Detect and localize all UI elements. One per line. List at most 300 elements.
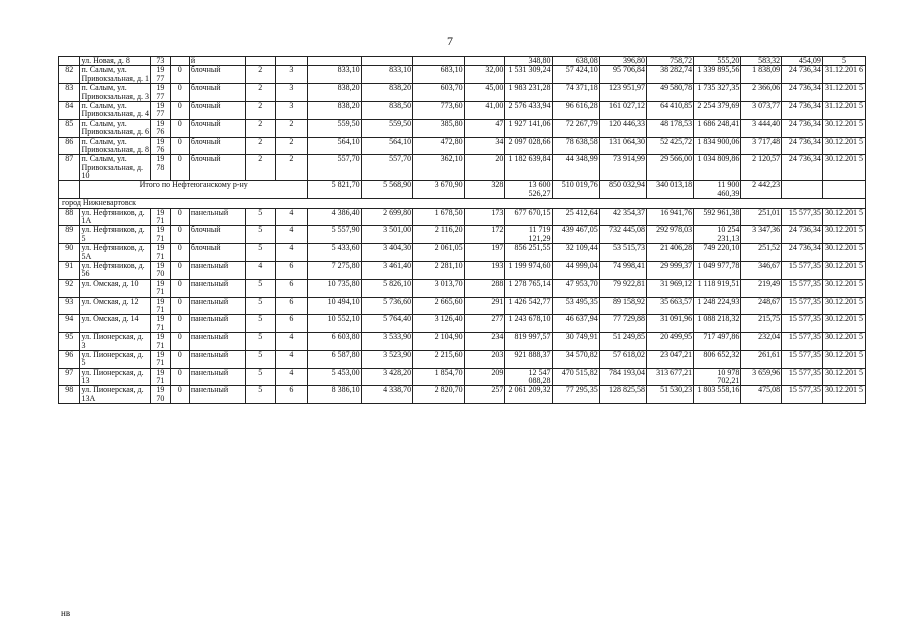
table-cell: 30.12.201 5 [822,368,865,386]
table-cell: блочный [189,101,245,119]
table-cell: 806 652,32 [694,350,741,368]
table-cell: 0 [170,279,189,297]
table-cell: 128 825,58 [599,386,646,404]
table-cell: 5 [245,208,275,226]
table-cell: 30.12.201 5 [822,315,865,333]
table-cell: 20 499,95 [646,333,693,351]
table-cell: 2 [245,84,275,102]
subtotal-cell: 11 900 460,39 [694,181,741,199]
table-cell: 15 577,35 [782,208,823,226]
table-cell: 47 [464,119,505,137]
table-cell: 29 566,00 [646,155,693,181]
table-cell [59,181,80,199]
table-cell: 15 577,35 [782,261,823,279]
table-cell: 34 570,82 [552,350,599,368]
table-cell: 0 [170,137,189,155]
table-cell: 1 927 141,06 [505,119,552,137]
table-cell: 6 [275,386,307,404]
table-cell: 4 [275,368,307,386]
table-cell: ул. Пионерская, д. 13 [80,368,151,386]
table-cell: 19 71 [151,368,170,386]
table-cell: 6 [275,261,307,279]
table-cell: 219,49 [741,279,782,297]
table-cell: 3 428,20 [361,368,413,386]
table-cell: 385,80 [413,119,465,137]
table-cell: п. Салым, ул. Привокзальная, д. 1 [81,65,150,83]
table-cell: 2 699,80 [361,208,413,226]
table-cell: 19 71 [151,297,170,315]
table-row [59,279,866,297]
table-cell: 3 013,70 [413,279,465,297]
table-cell: 1 678,50 [413,208,465,226]
table-cell: 88 [59,208,80,226]
table-cell: 19 78 [151,155,170,181]
table-cell [275,57,307,66]
table-cell: 10 735,80 [307,279,361,297]
table-cell: 19 71 [151,279,170,297]
table-cell: 3 444,40 [741,119,782,137]
table-cell: 0 [170,244,189,262]
table-cell: 45,00 [464,84,505,102]
table-cell: 30.12.201 5 [822,208,865,226]
table-row [59,57,866,66]
table-cell: 19 76 [151,119,170,137]
table-cell: 2 [275,137,307,155]
table-row [59,386,866,404]
table-cell: 292 978,03 [646,226,693,244]
table-cell: 193 [464,261,505,279]
table-cell: 234 [464,333,505,351]
subtotal-label: Итого по Нефтеюганскому р-ну [80,181,307,199]
table-cell: 1 803 558,16 [694,386,741,404]
table-cell: 78 638,58 [552,137,599,155]
table-cell: 89 [59,226,80,244]
table-row [59,137,866,155]
table-cell: 31 091,96 [646,315,693,333]
table-cell: 838,50 [361,101,413,119]
table-cell: 93 [59,297,80,315]
table-cell: 5 [245,333,275,351]
table-cell: 3 [275,101,307,119]
table-cell: 0 [170,333,189,351]
table-cell: 3 717,48 [741,137,782,155]
table-cell: 5 [245,244,275,262]
table-cell: 24 736,34 [782,226,823,244]
table-cell: ул. Омская, д. 14 [80,315,151,333]
table-row [59,66,866,84]
table-cell: 24 736,34 [782,155,823,181]
table-cell: 19 70 [151,386,170,404]
table-cell: 784 193,04 [599,368,646,386]
table-cell: 2 665,60 [413,297,465,315]
table-cell: п. Салым, ул. Привокзальная, д. 3 [81,83,150,101]
table-cell: 73 [151,57,170,66]
table-cell: 10 494,10 [307,297,361,315]
table-cell: 717 497,86 [694,333,741,351]
table-cell: 35 663,57 [646,297,693,315]
subtotal-cell: 510 019,76 [552,181,599,199]
table-cell: 3 523,90 [361,350,413,368]
section-label: город Нижневартовск [59,199,866,208]
subtotal-cell: 13 600 526,27 [505,181,552,199]
table-cell: 19 77 [151,84,170,102]
table-cell: 261,61 [741,350,782,368]
table-cell: 95 706,84 [599,66,646,84]
table-cell: 348,80 [505,57,552,66]
table-cell: 197 [464,244,505,262]
table-cell: 30 749,91 [552,333,599,351]
subtotal-row [59,181,866,199]
table-cell: 4 386,40 [307,208,361,226]
table-cell: 2 061 209,32 [505,386,552,404]
table-cell: 2 254 379,69 [694,101,741,119]
table-cell: 32 109,44 [552,244,599,262]
table-row [59,350,866,368]
table-row [59,333,866,351]
table-cell: 4 [275,226,307,244]
table-cell: 77 729,88 [599,315,646,333]
table-cell: 4 [245,261,275,279]
table-cell: 30.12.201 5 [822,386,865,404]
table-cell: 57 424,10 [552,66,599,84]
table-cell: 87 [59,155,80,181]
table-cell: 1 735 327,35 [694,84,741,102]
page-mark: нв [61,608,71,618]
subtotal-cell: 5 568,90 [361,181,413,199]
table-cell: 0 [170,66,189,84]
table-cell: 732 445,08 [599,226,646,244]
table-cell: 5 557,90 [307,226,361,244]
table-cell: 30.12.201 5 [822,261,865,279]
table-cell [307,57,361,66]
table-cell: 5 [245,368,275,386]
table-cell: 19 70 [151,261,170,279]
table-cell: 8 386,10 [307,386,361,404]
table-cell: ул. Пионерская, д. 5 [80,350,151,368]
table-cell: 638,08 [552,57,599,66]
table-cell: 31.12.201 6 [822,66,865,84]
table-cell: блочный [189,119,245,137]
table-cell: 2 061,05 [413,244,465,262]
table-cell: 559,50 [307,119,361,137]
table-row [59,315,866,333]
table-cell: 5 736,60 [361,297,413,315]
table-cell: 1 248 224,93 [694,297,741,315]
table-cell: 3 404,30 [361,244,413,262]
table-cell: 30.12.201 5 [822,297,865,315]
table-cell: 15 577,35 [782,333,823,351]
table-cell: 96 616,28 [552,101,599,119]
table-cell: панельный [189,350,245,368]
table-cell: 15 577,35 [782,368,823,386]
table-cell: 51 530,23 [646,386,693,404]
table-cell: 856 251,55 [505,244,552,262]
table-cell: 472,80 [413,137,465,155]
table-cell: 833,10 [307,66,361,84]
table-cell: 24 736,34 [782,137,823,155]
table-cell: блочный [189,66,245,84]
table-cell: 15 577,35 [782,315,823,333]
table-cell: 57 618,02 [599,350,646,368]
table-cell: 396,80 [599,57,646,66]
table-cell: 0 [170,261,189,279]
table-cell: 257 [464,386,505,404]
table-cell: 3 347,36 [741,226,782,244]
table-cell: 583,32 [741,57,782,66]
table-cell [170,57,189,66]
table-cell: 346,67 [741,261,782,279]
table-cell: 5 [245,279,275,297]
table-cell: 288 [464,279,505,297]
table-cell: 5 [245,297,275,315]
table-cell: п. Салым, ул. Привокзальная, д. 6 [81,119,150,137]
table-cell: блочный [189,244,245,262]
table-cell: 749 220,10 [694,244,741,262]
table-cell: 10 254 231,13 [694,226,741,244]
table-cell: 44 999,04 [552,261,599,279]
table-cell: 24 736,34 [782,101,823,119]
table-cell: 6 [275,315,307,333]
table-cell: 838,20 [307,101,361,119]
table-cell: 1 088 218,32 [694,315,741,333]
table-cell: 838,20 [307,84,361,102]
table-cell: 79 922,81 [599,279,646,297]
table-cell: 2 [245,101,275,119]
table-cell: 564,10 [307,137,361,155]
table-cell: 53 495,35 [552,297,599,315]
table-row [59,155,866,181]
table-cell: 592 961,38 [694,208,741,226]
table-cell: 10 552,10 [307,315,361,333]
table-cell: п. Салым, ул. Привокзальная, д. 4 [81,101,150,119]
table-row [59,101,866,119]
table-cell: 0 [170,386,189,404]
table-cell: 48 178,53 [646,119,693,137]
table-cell: 251,01 [741,208,782,226]
table-cell: 248,67 [741,297,782,315]
subtotal-cell: 850 032,94 [599,181,646,199]
table-row [59,368,866,386]
table-cell: панельный [189,386,245,404]
table-cell: блочный [189,84,245,102]
table-cell: 97 [59,368,80,386]
table-cell: 5 [245,350,275,368]
table-cell: 123 951,97 [599,84,646,102]
table-cell: блочный [189,155,245,181]
table-cell: 41,00 [464,101,505,119]
table-cell: 819 997,57 [505,333,552,351]
table-cell: 475,08 [741,386,782,404]
table-cell: 24 736,34 [782,244,823,262]
table-cell: 277 [464,315,505,333]
table-cell [464,57,505,66]
table-cell: 555,20 [694,57,741,66]
table-cell: 12 547 088,28 [505,368,552,386]
table-cell: 1 199 974,60 [505,261,552,279]
table-cell: 32,00 [464,66,505,84]
table-cell: 6 603,80 [307,333,361,351]
table-cell: 470 515,82 [552,368,599,386]
table-cell: 3 501,00 [361,226,413,244]
table-cell: ул. Пионерская, д. 3 [80,333,151,351]
table-cell: 203 [464,350,505,368]
table-cell: 362,10 [413,155,465,181]
subtotal-cell: 3 670,90 [413,181,465,199]
table-cell: 98 [59,386,80,404]
table-cell: 2 366,06 [741,84,782,102]
table-cell: 0 [170,297,189,315]
table-cell: 74 998,41 [599,261,646,279]
table-cell: ул. Новая, д. 8 [80,57,151,66]
table-cell: 5 826,10 [361,279,413,297]
table-cell: 19 71 [151,208,170,226]
table-cell: 38 282,74 [646,66,693,84]
table-cell: 86 [59,137,80,155]
table-cell: 89 158,92 [599,297,646,315]
table-cell: 2 281,10 [413,261,465,279]
table-cell: 31 969,12 [646,279,693,297]
table-cell: 1 834 900,06 [694,137,741,155]
table-cell: 313 677,21 [646,368,693,386]
table-cell: 4 [275,244,307,262]
table-cell: 3 461,40 [361,261,413,279]
table-cell: ул. Омская, д. 10 [80,279,151,297]
table-cell: 77 295,35 [552,386,599,404]
table-row [59,297,866,315]
table-cell: 1 049 977,78 [694,261,741,279]
table-cell: 31.12.201 5 [822,101,865,119]
table-cell: 120 446,33 [599,119,646,137]
table-cell: 85 [59,119,80,137]
table-cell: 15 577,35 [782,350,823,368]
table-cell: 20 [464,155,505,181]
table-cell: 0 [170,315,189,333]
table-cell: 7 275,80 [307,261,361,279]
table-cell: 0 [170,155,189,181]
table-cell: 2 [245,66,275,84]
table-cell: 172 [464,226,505,244]
table-cell: 232,04 [741,333,782,351]
table-cell: 3 [275,84,307,102]
page-number: 7 [447,34,453,48]
table-cell: 4 338,70 [361,386,413,404]
table-cell: 2 [245,119,275,137]
table-row [59,226,866,244]
table-cell: 0 [170,208,189,226]
table-cell: п. Салым, ул. Привокзальная, д. 10 [80,155,151,181]
table-cell: 5 453,00 [307,368,361,386]
table-cell: 6 [275,297,307,315]
table-cell: 11 719 121,29 [505,226,552,244]
table-cell: 30.12.201 5 [822,226,865,244]
table-cell: 2 116,20 [413,226,465,244]
table-cell: 161 027,12 [599,101,646,119]
table-cell: 1 531 309,24 [505,66,552,84]
table-cell: 53 515,73 [599,244,646,262]
table-cell: 19 77 [151,101,170,119]
table-cell: 6 587,80 [307,350,361,368]
table-cell: 19 71 [151,226,170,244]
table-cell: 5 764,40 [361,315,413,333]
table-cell: 96 [59,350,80,368]
table-cell: 3 073,77 [741,101,782,119]
table-cell: 6 [275,279,307,297]
table-cell: 3 126,40 [413,315,465,333]
table-cell: 83 [59,84,80,102]
table-cell: 4 [275,350,307,368]
table-row [59,208,866,226]
table-cell: 1 034 809,86 [694,155,741,181]
table-cell: панельный [189,315,245,333]
table-cell: 25 412,64 [552,208,599,226]
table-cell: панельный [189,297,245,315]
table-cell: 95 [59,333,80,351]
table-cell: 52 425,72 [646,137,693,155]
table-cell: 30.12.201 5 [822,279,865,297]
table-cell: 5 [245,226,275,244]
table-cell: 2 [245,155,275,181]
table-cell: 773,60 [413,101,465,119]
table-cell [413,57,465,66]
table-cell: 44 348,99 [552,155,599,181]
table-cell: 2 215,60 [413,350,465,368]
table-cell: 3 [275,66,307,84]
table-cell: 15 577,35 [782,297,823,315]
table-cell: панельный [189,208,245,226]
table-cell: 2 [275,155,307,181]
table-cell: 30.12.201 5 [822,333,865,351]
table-cell: 42 354,37 [599,208,646,226]
table-cell: 1 118 919,51 [694,279,741,297]
table-cell: блочный [189,137,245,155]
table-row [59,84,866,102]
table-cell: 1 854,70 [413,368,465,386]
table-cell: 23 047,21 [646,350,693,368]
table-cell: 5 [245,386,275,404]
table-row [59,261,866,279]
table-cell: панельный [189,279,245,297]
table-cell: 131 064,30 [599,137,646,155]
table-cell: 2 097 028,66 [505,137,552,155]
table-cell: 29 999,37 [646,261,693,279]
table-cell: 46 637,94 [552,315,599,333]
table-cell: 82 [59,66,80,84]
table-cell: й [189,57,245,66]
table-cell: 3 659,96 [741,368,782,386]
table-cell: 4 [275,333,307,351]
table-cell: 1 983 231,28 [505,84,552,102]
table-cell: 833,10 [361,66,413,84]
table-cell: 92 [59,279,80,297]
table-cell: 5 433,60 [307,244,361,262]
table-cell: 251,52 [741,244,782,262]
table-cell: 1 243 678,10 [505,315,552,333]
table-cell: 2 576 433,94 [505,101,552,119]
table-cell: 90 [59,244,80,262]
table-cell: 2 [275,119,307,137]
table-cell: 559,50 [361,119,413,137]
table-cell: 1 426 542,77 [505,297,552,315]
table-cell: 557,70 [307,155,361,181]
table-cell: 72 267,79 [552,119,599,137]
table-cell: 19 71 [151,315,170,333]
table-cell: 91 [59,261,80,279]
table-cell: 19 76 [151,137,170,155]
table-cell: 2 820,70 [413,386,465,404]
table-cell: ул. Нефтяников, д. 5 [80,226,151,244]
table-cell: ул. Омская, д. 12 [80,297,151,315]
table-cell [245,57,275,66]
